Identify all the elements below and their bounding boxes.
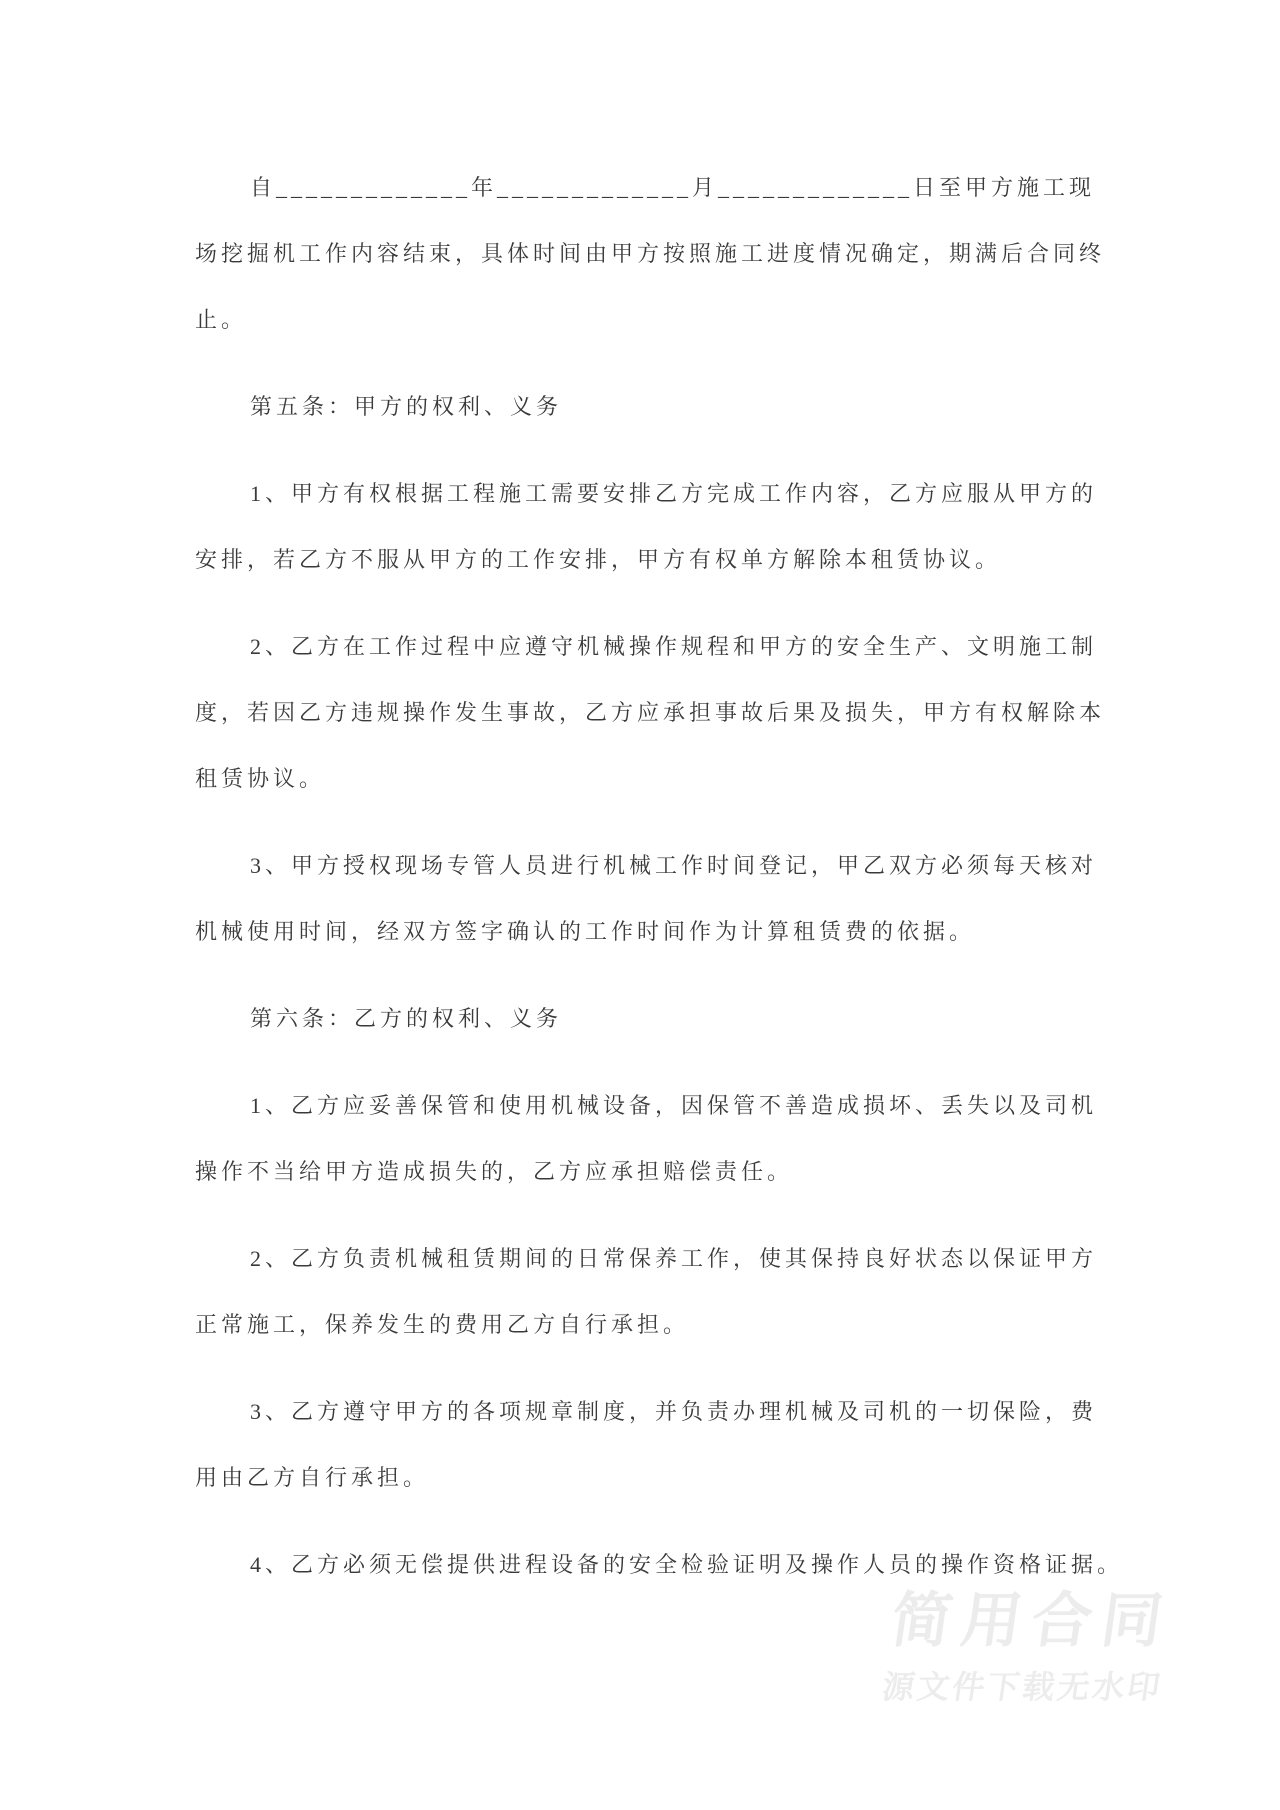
text-line: 止。 (195, 307, 248, 332)
watermark-subtitle: 源文件下载无水印 (879, 1668, 1166, 1706)
text-line: 安排，若乙方不服从甲方的工作安排，甲方有权单方解除本租赁协议。 (195, 547, 1002, 572)
article-6-item-2 (195, 1226, 1117, 1358)
text-line: 操作不当给甲方造成损失的，乙方应承担赔偿责任。 (195, 1159, 794, 1184)
clause-term-period (195, 155, 1117, 353)
text-line: 4、乙方必须无偿提供进程设备的安全检验证明及操作人员的操作资格证据。 (250, 1552, 1124, 1577)
text-line: 场挖掘机工作内容结束，具体时间由甲方按照施工进度情况确定，期满后合同终 (195, 241, 1106, 266)
text-line: 自_____________年_____________月_____________日至甲方施工现 (250, 175, 1096, 200)
text-line: 机械使用时间，经双方签字确认的工作时间作为计算租赁费的依据。 (195, 919, 976, 944)
heading-article-6 (195, 986, 1117, 1052)
heading-article-5 (195, 374, 1117, 440)
article-5-item-3 (195, 833, 1117, 965)
text-line: 租赁协议。 (195, 766, 326, 791)
text-line: 第六条：乙方的权利、义务 (250, 1006, 563, 1031)
text-line: 1、甲方有权根据工程施工需要安排乙方完成工作内容，乙方应服从甲方的 (250, 481, 1098, 506)
watermark (880, 1585, 1227, 1705)
document-body (195, 155, 1124, 1619)
text-line: 2、乙方负责机械租赁期间的日常保养工作，使其保持良好状态以保证甲方 (250, 1246, 1098, 1271)
text-line: 第五条：甲方的权利、义务 (250, 394, 563, 419)
text-line: 用由乙方自行承担。 (195, 1465, 430, 1490)
article-5-item-2 (195, 614, 1117, 812)
watermark-title: 简用合同 (886, 1586, 1177, 1656)
text-line: 2、乙方在工作过程中应遵守机械操作规程和甲方的安全生产、文明施工制 (250, 634, 1098, 659)
text-line: 3、乙方遵守甲方的各项规章制度，并负责办理机械及司机的一切保险，费 (250, 1399, 1098, 1424)
text-line: 1、乙方应妥善保管和使用机械设备，因保管不善造成损坏、丢失以及司机 (250, 1093, 1098, 1118)
text-line: 正常施工，保养发生的费用乙方自行承担。 (195, 1312, 690, 1337)
text-line: 度，若因乙方违规操作发生事故，乙方应承担事故后果及损失，甲方有权解除本 (195, 700, 1106, 725)
article-6-item-3 (195, 1379, 1117, 1511)
article-5-item-1 (195, 461, 1117, 593)
text-line: 3、甲方授权现场专管人员进行机械工作时间登记，甲乙双方必须每天核对 (250, 853, 1098, 878)
article-6-item-1 (195, 1073, 1117, 1205)
